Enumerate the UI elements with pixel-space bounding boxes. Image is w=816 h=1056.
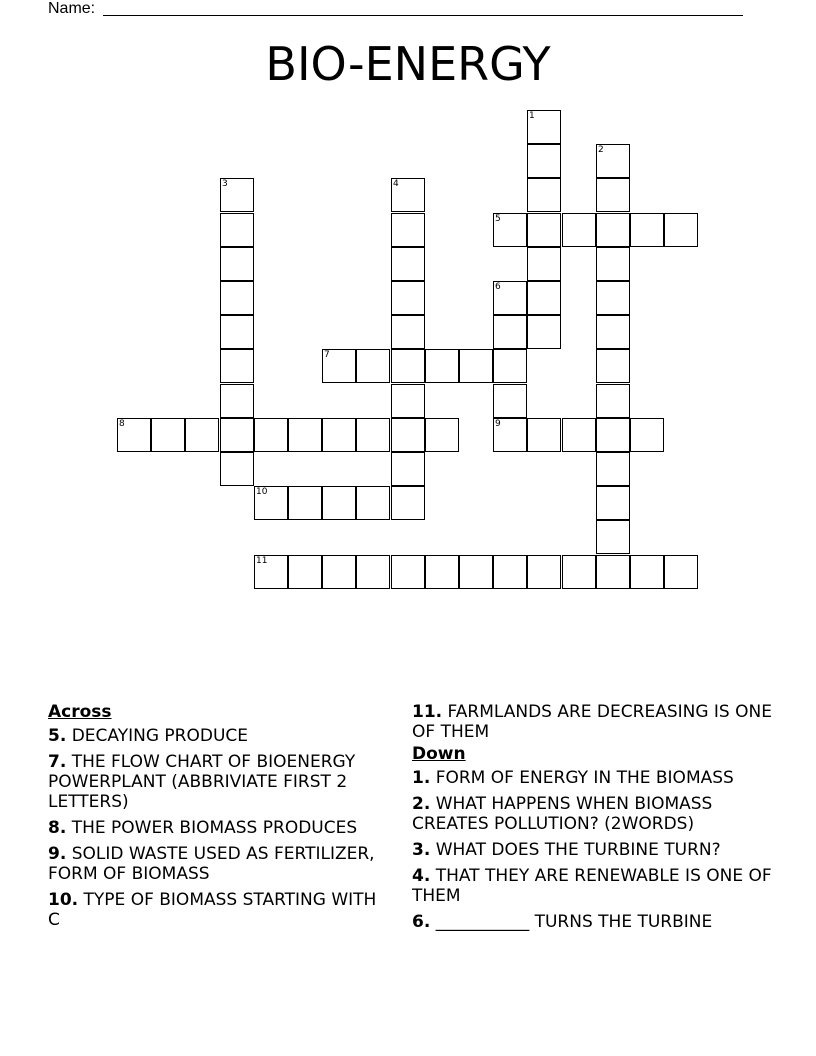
grid-cell[interactable] — [220, 247, 254, 281]
cell-number: 4 — [393, 179, 399, 189]
grid-cell[interactable] — [391, 555, 425, 589]
down-clue-2 — [412, 794, 772, 834]
clue-number: 10. — [48, 890, 79, 910]
name-label: Name: — [48, 0, 96, 17]
grid-cell[interactable] — [322, 418, 356, 452]
grid-cell[interactable] — [527, 418, 561, 452]
grid-cell[interactable] — [596, 213, 630, 247]
grid-cell[interactable] — [288, 555, 322, 589]
grid-cell[interactable] — [596, 418, 630, 452]
grid-cell[interactable] — [425, 349, 459, 383]
down-clue-4 — [412, 866, 772, 906]
grid-cell[interactable] — [562, 555, 596, 589]
grid-cell[interactable] — [459, 349, 493, 383]
grid-cell[interactable] — [391, 178, 425, 212]
grid-cell[interactable] — [596, 555, 630, 589]
grid-cell[interactable] — [391, 213, 425, 247]
grid-cell[interactable] — [664, 213, 698, 247]
grid-cell[interactable] — [391, 418, 425, 452]
down-clue-3 — [412, 840, 772, 860]
grid-cell[interactable] — [391, 486, 425, 520]
grid-cell[interactable] — [596, 144, 630, 178]
cell-number: 10 — [256, 487, 268, 497]
grid-cell[interactable] — [664, 555, 698, 589]
grid-cell[interactable] — [527, 247, 561, 281]
grid-cell[interactable] — [220, 349, 254, 383]
clues-right-column — [412, 702, 772, 938]
grid-cell[interactable] — [596, 315, 630, 349]
grid-cell[interactable] — [254, 555, 288, 589]
across-clue-7 — [48, 752, 388, 812]
across-clue-11 — [412, 702, 772, 742]
grid-cell[interactable] — [562, 418, 596, 452]
clue-number: 2. — [412, 794, 431, 814]
grid-cell[interactable] — [254, 486, 288, 520]
clue-text: SOLID WASTE USED AS FERTILIZER, FORM OF BIOMASS — [48, 844, 375, 884]
clue-number: 9. — [48, 844, 67, 864]
clue-text: THE FLOW CHART OF BIOENERGY POWERPLANT (ABBRIVIATE FIRST 2 LETTERS) — [48, 752, 356, 812]
grid-cell[interactable] — [527, 110, 561, 144]
grid-cell[interactable] — [425, 555, 459, 589]
clue-number: 3. — [412, 840, 431, 860]
grid-cell[interactable] — [596, 384, 630, 418]
grid-cell[interactable] — [527, 178, 561, 212]
grid-cell[interactable] — [391, 247, 425, 281]
clue-number: 7. — [48, 752, 67, 772]
grid-cell[interactable] — [596, 247, 630, 281]
cell-number: 6 — [495, 282, 501, 292]
grid-cell[interactable] — [220, 418, 254, 452]
clue-text: ___________ TURNS THE TURBINE — [435, 912, 713, 932]
grid-cell[interactable] — [493, 418, 527, 452]
grid-cell[interactable] — [527, 144, 561, 178]
clue-number: 5. — [48, 726, 67, 746]
grid-cell[interactable] — [117, 418, 151, 452]
grid-cell[interactable] — [425, 418, 459, 452]
across-heading: Across — [48, 702, 112, 722]
grid-cell[interactable] — [596, 520, 630, 554]
cell-number: 5 — [495, 214, 501, 224]
across-clue-9 — [48, 844, 388, 884]
grid-cell[interactable] — [562, 213, 596, 247]
grid-cell[interactable] — [493, 213, 527, 247]
cell-number: 8 — [119, 419, 125, 429]
grid-cell[interactable] — [493, 281, 527, 315]
puzzle-title: BIO-ENERGY — [265, 37, 551, 91]
grid-cell[interactable] — [220, 281, 254, 315]
grid-cell[interactable] — [391, 349, 425, 383]
grid-cell[interactable] — [322, 555, 356, 589]
grid-cell[interactable] — [356, 486, 390, 520]
grid-cell[interactable] — [596, 281, 630, 315]
down-clue-1 — [412, 768, 772, 788]
clue-text: WHAT DOES THE TURBINE TURN? — [435, 840, 721, 860]
grid-cell[interactable] — [356, 555, 390, 589]
clue-number: 4. — [412, 866, 431, 886]
grid-cell[interactable] — [220, 452, 254, 486]
grid-cell[interactable] — [630, 555, 664, 589]
clue-text: TYPE OF BIOMASS STARTING WITH C — [48, 890, 377, 930]
grid-cell[interactable] — [493, 555, 527, 589]
grid-cell[interactable] — [596, 486, 630, 520]
grid-cell[interactable] — [356, 418, 390, 452]
grid-cell[interactable] — [151, 418, 185, 452]
grid-cell[interactable] — [391, 315, 425, 349]
grid-cell[interactable] — [391, 281, 425, 315]
grid-cell[interactable] — [288, 486, 322, 520]
grid-cell[interactable] — [459, 555, 493, 589]
grid-cell[interactable] — [391, 452, 425, 486]
clue-number: 8. — [48, 818, 67, 838]
clue-text: THAT THEY ARE RENEWABLE IS ONE OF THEM — [412, 866, 772, 906]
down-clue-6 — [412, 912, 772, 932]
grid-cell[interactable] — [220, 178, 254, 212]
grid-cell[interactable] — [356, 349, 390, 383]
grid-cell[interactable] — [630, 418, 664, 452]
cell-number: 9 — [495, 419, 501, 429]
grid-cell[interactable] — [596, 452, 630, 486]
cell-number: 3 — [222, 179, 228, 189]
grid-cell[interactable] — [630, 213, 664, 247]
clue-number: 1. — [412, 768, 431, 788]
clue-text: THE POWER BIOMASS PRODUCES — [71, 818, 358, 838]
clue-text: FARMLANDS ARE DECREASING IS ONE OF THEM — [412, 702, 772, 742]
grid-cell[interactable] — [527, 281, 561, 315]
grid-cell[interactable] — [288, 418, 322, 452]
down-heading: Down — [412, 744, 466, 764]
grid-cell[interactable] — [493, 384, 527, 418]
grid-cell[interactable] — [254, 418, 288, 452]
across-clue-10 — [48, 890, 388, 930]
grid-cell[interactable] — [493, 349, 527, 383]
clue-number: 11. — [412, 702, 443, 722]
clue-text: DECAYING PRODUCE — [71, 726, 248, 746]
clue-text: FORM OF ENERGY IN THE BIOMASS — [435, 768, 734, 788]
clue-text: WHAT HAPPENS WHEN BIOMASS CREATES POLLUTION? (2WORDS) — [412, 794, 713, 834]
grid-cell[interactable] — [527, 555, 561, 589]
across-clue-5 — [48, 726, 388, 746]
grid-cell[interactable] — [220, 213, 254, 247]
cell-number: 2 — [598, 145, 604, 155]
grid-cell[interactable] — [493, 315, 527, 349]
grid-cell[interactable] — [596, 349, 630, 383]
grid-cell[interactable] — [391, 384, 425, 418]
cell-number: 7 — [324, 350, 330, 360]
cell-number: 11 — [256, 556, 268, 566]
grid-cell[interactable] — [220, 384, 254, 418]
grid-cell[interactable] — [322, 486, 356, 520]
grid-cell[interactable] — [527, 315, 561, 349]
clues-left-column — [48, 702, 388, 936]
clue-number: 6. — [412, 912, 431, 932]
cell-number: 1 — [529, 111, 535, 121]
grid-cell[interactable] — [220, 315, 254, 349]
grid-cell[interactable] — [596, 178, 630, 212]
grid-cell[interactable] — [322, 349, 356, 383]
grid-cell[interactable] — [185, 418, 219, 452]
across-clue-8 — [48, 818, 388, 838]
grid-cell[interactable] — [527, 213, 561, 247]
